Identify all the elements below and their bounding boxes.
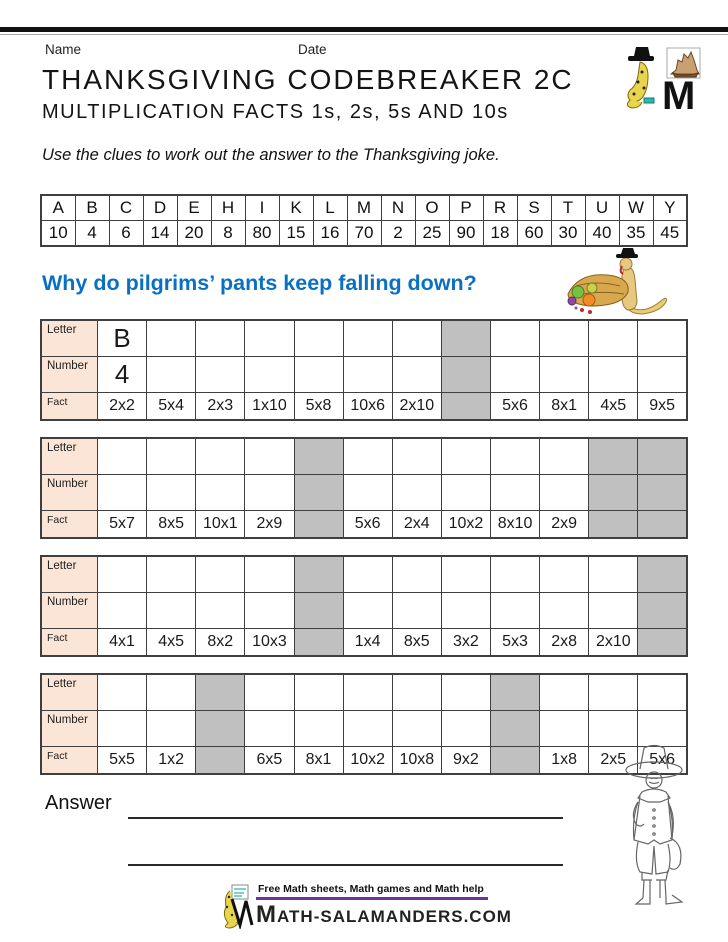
code-value-cell: 30 bbox=[551, 221, 585, 247]
code-value-cell: 80 bbox=[245, 221, 279, 247]
fact-cell: 2x9 bbox=[245, 511, 294, 539]
code-letter-cell: L bbox=[313, 195, 347, 221]
code-value-cell: 18 bbox=[483, 221, 517, 247]
turkey-cornucopia-icon bbox=[562, 248, 670, 323]
code-letter-row bbox=[41, 195, 687, 221]
letter-cell-shaded bbox=[294, 438, 343, 475]
number-cell bbox=[245, 357, 294, 393]
code-value-cell: 4 bbox=[75, 221, 109, 247]
number-cell bbox=[491, 357, 540, 393]
fact-row-label: Fact bbox=[41, 629, 98, 657]
clue-grid-3 bbox=[40, 555, 688, 657]
letter-cell bbox=[147, 556, 196, 593]
number-cell-shaded bbox=[638, 475, 687, 511]
code-letter-cell: H bbox=[211, 195, 245, 221]
fact-row-label: Fact bbox=[41, 511, 98, 539]
code-letter-cell: T bbox=[551, 195, 585, 221]
number-cell bbox=[343, 593, 392, 629]
fact-cell: 5x3 bbox=[491, 629, 540, 657]
letter-cell-shaded bbox=[638, 438, 687, 475]
fact-cell: 2x10 bbox=[392, 393, 441, 421]
code-value-cell: 25 bbox=[415, 221, 449, 247]
footer-site-name: MATH-SALAMANDERS.COM bbox=[256, 901, 512, 928]
letter-cell bbox=[638, 674, 687, 711]
letter-cell bbox=[589, 674, 638, 711]
clue-grid-2 bbox=[40, 437, 688, 539]
code-letter-cell: P bbox=[449, 195, 483, 221]
name-label: Name bbox=[45, 42, 82, 57]
letter-cell bbox=[343, 556, 392, 593]
fact-cell: 2x3 bbox=[196, 393, 245, 421]
letter-cell bbox=[392, 438, 441, 475]
fact-cell: 2x4 bbox=[392, 511, 441, 539]
number-cell bbox=[294, 711, 343, 747]
footer-tagline: Free Math sheets, Math games and Math help bbox=[256, 881, 488, 900]
letter-cell bbox=[392, 556, 441, 593]
grids bbox=[40, 319, 688, 791]
fact-cell: 10x8 bbox=[392, 747, 441, 775]
code-value-cell: 16 bbox=[313, 221, 347, 247]
code-value-cell: 8 bbox=[211, 221, 245, 247]
letter-cell-shaded bbox=[491, 674, 540, 711]
code-value-cell: 15 bbox=[279, 221, 313, 247]
fact-cell: 5x6 bbox=[343, 511, 392, 539]
number-cell: 4 bbox=[98, 357, 147, 393]
letter-row-label: Letter bbox=[41, 320, 98, 357]
letter-cell bbox=[98, 438, 147, 475]
fact-cell: 5x5 bbox=[98, 747, 147, 775]
number-cell-shaded bbox=[294, 475, 343, 511]
fact-cell: 8x10 bbox=[491, 511, 540, 539]
letter-cell bbox=[392, 320, 441, 357]
joke-question: Why do pilgrims’ pants keep falling down? bbox=[42, 271, 477, 295]
fact-cell-shaded bbox=[638, 629, 687, 657]
answer-label: Answer bbox=[45, 792, 112, 814]
code-value-cell: 35 bbox=[619, 221, 653, 247]
fact-cell-shaded bbox=[196, 747, 245, 775]
number-cell bbox=[98, 593, 147, 629]
fact-row-label: Fact bbox=[41, 393, 98, 421]
number-cell bbox=[343, 475, 392, 511]
number-row-label: Number bbox=[41, 711, 98, 747]
number-cell bbox=[245, 711, 294, 747]
number-row-label: Number bbox=[41, 475, 98, 511]
fact-row-label: Fact bbox=[41, 747, 98, 775]
code-value-cell: 20 bbox=[177, 221, 211, 247]
number-cell bbox=[147, 593, 196, 629]
number-cell bbox=[245, 475, 294, 511]
fact-cell: 4x5 bbox=[589, 393, 638, 421]
salamander-easel-icon bbox=[216, 881, 254, 934]
fact-cell: 8x1 bbox=[540, 393, 589, 421]
fact-cell: 10x6 bbox=[343, 393, 392, 421]
number-cell bbox=[392, 475, 441, 511]
fact-cell: 9x2 bbox=[441, 747, 490, 775]
letter-cell bbox=[343, 320, 392, 357]
instruction-text: Use the clues to work out the answer to the Thanksgiving joke. bbox=[42, 146, 500, 164]
fact-cell: 8x1 bbox=[294, 747, 343, 775]
letter-cell: B bbox=[98, 320, 147, 357]
number-cell bbox=[540, 593, 589, 629]
code-letter-cell: D bbox=[143, 195, 177, 221]
letter-cell bbox=[441, 438, 490, 475]
letter-cell-shaded bbox=[638, 556, 687, 593]
page-title: THANKSGIVING CODEBREAKER 2C bbox=[42, 64, 574, 95]
clue-grid-1 bbox=[40, 319, 688, 421]
number-cell-shaded bbox=[441, 357, 490, 393]
letter-cell bbox=[245, 556, 294, 593]
code-letter-cell: N bbox=[381, 195, 415, 221]
letter-cell bbox=[245, 320, 294, 357]
code-letter-cell: E bbox=[177, 195, 211, 221]
letter-cell bbox=[147, 674, 196, 711]
fact-cell: 4x5 bbox=[147, 629, 196, 657]
letter-cell bbox=[540, 438, 589, 475]
letter-cell bbox=[294, 674, 343, 711]
clue-grid-4 bbox=[40, 673, 688, 775]
fact-cell: 10x2 bbox=[441, 511, 490, 539]
code-value-cell: 2 bbox=[381, 221, 415, 247]
number-cell bbox=[540, 357, 589, 393]
number-cell-shaded bbox=[589, 475, 638, 511]
number-cell bbox=[589, 593, 638, 629]
fact-cell-shaded bbox=[638, 511, 687, 539]
letter-cell bbox=[392, 674, 441, 711]
number-cell bbox=[638, 357, 687, 393]
fact-cell-shaded bbox=[294, 511, 343, 539]
number-row-label: Number bbox=[41, 357, 98, 393]
salamander-pilgrim-logo-icon bbox=[620, 46, 708, 119]
number-cell bbox=[147, 711, 196, 747]
number-cell bbox=[294, 357, 343, 393]
number-cell bbox=[147, 475, 196, 511]
number-cell bbox=[491, 475, 540, 511]
number-cell bbox=[196, 593, 245, 629]
letter-cell bbox=[441, 674, 490, 711]
number-cell bbox=[196, 475, 245, 511]
fact-cell: 2x2 bbox=[98, 393, 147, 421]
code-letter-cell: A bbox=[41, 195, 75, 221]
letter-cell bbox=[491, 556, 540, 593]
fact-cell: 5x6 bbox=[491, 393, 540, 421]
letter-cell bbox=[245, 438, 294, 475]
letter-cell bbox=[294, 320, 343, 357]
letter-cell bbox=[491, 320, 540, 357]
number-cell bbox=[392, 593, 441, 629]
code-value-cell: 6 bbox=[109, 221, 143, 247]
fact-cell: 1x2 bbox=[147, 747, 196, 775]
letter-cell bbox=[540, 556, 589, 593]
number-cell bbox=[196, 357, 245, 393]
letter-cell bbox=[196, 556, 245, 593]
answer-line-2 bbox=[128, 864, 563, 866]
answer-line-1 bbox=[128, 817, 563, 819]
letter-row-label: Letter bbox=[41, 556, 98, 593]
number-cell bbox=[392, 357, 441, 393]
letter-cell bbox=[196, 320, 245, 357]
fact-cell: 5x4 bbox=[147, 393, 196, 421]
number-cell bbox=[98, 475, 147, 511]
code-letter-cell: O bbox=[415, 195, 449, 221]
letter-cell bbox=[343, 674, 392, 711]
fact-cell: 10x2 bbox=[343, 747, 392, 775]
fact-cell-shaded bbox=[491, 747, 540, 775]
code-letter-cell: U bbox=[585, 195, 619, 221]
letter-cell-shaded bbox=[294, 556, 343, 593]
number-cell-shaded bbox=[491, 711, 540, 747]
fact-cell-shaded bbox=[589, 511, 638, 539]
letter-cell-shaded bbox=[589, 438, 638, 475]
number-cell bbox=[491, 593, 540, 629]
fact-cell: 10x1 bbox=[196, 511, 245, 539]
letter-cell bbox=[540, 320, 589, 357]
fact-cell: 6x5 bbox=[245, 747, 294, 775]
letter-cell bbox=[147, 438, 196, 475]
number-cell-shaded bbox=[638, 593, 687, 629]
letter-cell bbox=[441, 556, 490, 593]
number-cell-shaded bbox=[294, 593, 343, 629]
fact-cell: 1x8 bbox=[540, 747, 589, 775]
code-letter-cell: S bbox=[517, 195, 551, 221]
fact-cell: 10x3 bbox=[245, 629, 294, 657]
fact-cell-shaded bbox=[441, 393, 490, 421]
letter-cell bbox=[147, 320, 196, 357]
code-value-cell: 40 bbox=[585, 221, 619, 247]
number-cell bbox=[540, 711, 589, 747]
number-cell bbox=[343, 711, 392, 747]
date-label: Date bbox=[298, 42, 327, 57]
letter-cell bbox=[540, 674, 589, 711]
number-cell bbox=[441, 711, 490, 747]
fact-cell: 3x2 bbox=[441, 629, 490, 657]
fact-cell: 2x5 bbox=[589, 747, 638, 775]
number-cell bbox=[98, 711, 147, 747]
fact-cell: 5x6 bbox=[638, 747, 687, 775]
footer bbox=[0, 881, 728, 934]
code-letter-cell: B bbox=[75, 195, 109, 221]
fact-cell: 5x8 bbox=[294, 393, 343, 421]
number-cell bbox=[441, 475, 490, 511]
code-value-cell: 90 bbox=[449, 221, 483, 247]
letter-cell bbox=[343, 438, 392, 475]
number-cell-shaded bbox=[196, 711, 245, 747]
letter-row-label: Letter bbox=[41, 674, 98, 711]
code-value-cell: 45 bbox=[653, 221, 687, 247]
number-cell bbox=[147, 357, 196, 393]
svg-text:M: M bbox=[662, 74, 696, 114]
fact-cell: 9x5 bbox=[638, 393, 687, 421]
fact-cell: 5x7 bbox=[98, 511, 147, 539]
top-rule-thin bbox=[0, 34, 728, 35]
fact-cell: 2x10 bbox=[589, 629, 638, 657]
letter-cell-shaded bbox=[196, 674, 245, 711]
page-subtitle: MULTIPLICATION FACTS 1s, 2s, 5s AND 10s bbox=[42, 101, 509, 123]
letter-cell bbox=[638, 320, 687, 357]
letter-cell bbox=[245, 674, 294, 711]
letter-cell bbox=[491, 438, 540, 475]
fact-cell: 2x9 bbox=[540, 511, 589, 539]
top-rule-thick bbox=[0, 27, 728, 32]
code-value-row bbox=[41, 221, 687, 247]
code-letter-cell: R bbox=[483, 195, 517, 221]
code-letter-cell: Y bbox=[653, 195, 687, 221]
fact-cell: 1x4 bbox=[343, 629, 392, 657]
number-cell bbox=[441, 593, 490, 629]
code-value-cell: 60 bbox=[517, 221, 551, 247]
letter-cell bbox=[98, 674, 147, 711]
fact-cell: 2x8 bbox=[540, 629, 589, 657]
letter-cell bbox=[98, 556, 147, 593]
letter-cell bbox=[589, 556, 638, 593]
number-cell bbox=[589, 357, 638, 393]
code-value-cell: 14 bbox=[143, 221, 177, 247]
fact-cell: 8x5 bbox=[392, 629, 441, 657]
fact-cell-shaded bbox=[294, 629, 343, 657]
code-value-cell: 10 bbox=[41, 221, 75, 247]
code-table bbox=[40, 194, 688, 247]
number-cell bbox=[540, 475, 589, 511]
fact-cell: 1x10 bbox=[245, 393, 294, 421]
number-cell bbox=[343, 357, 392, 393]
number-cell bbox=[245, 593, 294, 629]
code-letter-cell: W bbox=[619, 195, 653, 221]
number-cell bbox=[392, 711, 441, 747]
letter-cell bbox=[196, 438, 245, 475]
fact-cell: 8x5 bbox=[147, 511, 196, 539]
fact-cell: 8x2 bbox=[196, 629, 245, 657]
letter-cell-shaded bbox=[441, 320, 490, 357]
code-letter-cell: M bbox=[347, 195, 381, 221]
code-letter-cell: K bbox=[279, 195, 313, 221]
letter-cell bbox=[589, 320, 638, 357]
number-row-label: Number bbox=[41, 593, 98, 629]
code-value-cell: 70 bbox=[347, 221, 381, 247]
code-letter-cell: I bbox=[245, 195, 279, 221]
code-letter-cell: C bbox=[109, 195, 143, 221]
letter-row-label: Letter bbox=[41, 438, 98, 475]
fact-cell: 4x1 bbox=[98, 629, 147, 657]
